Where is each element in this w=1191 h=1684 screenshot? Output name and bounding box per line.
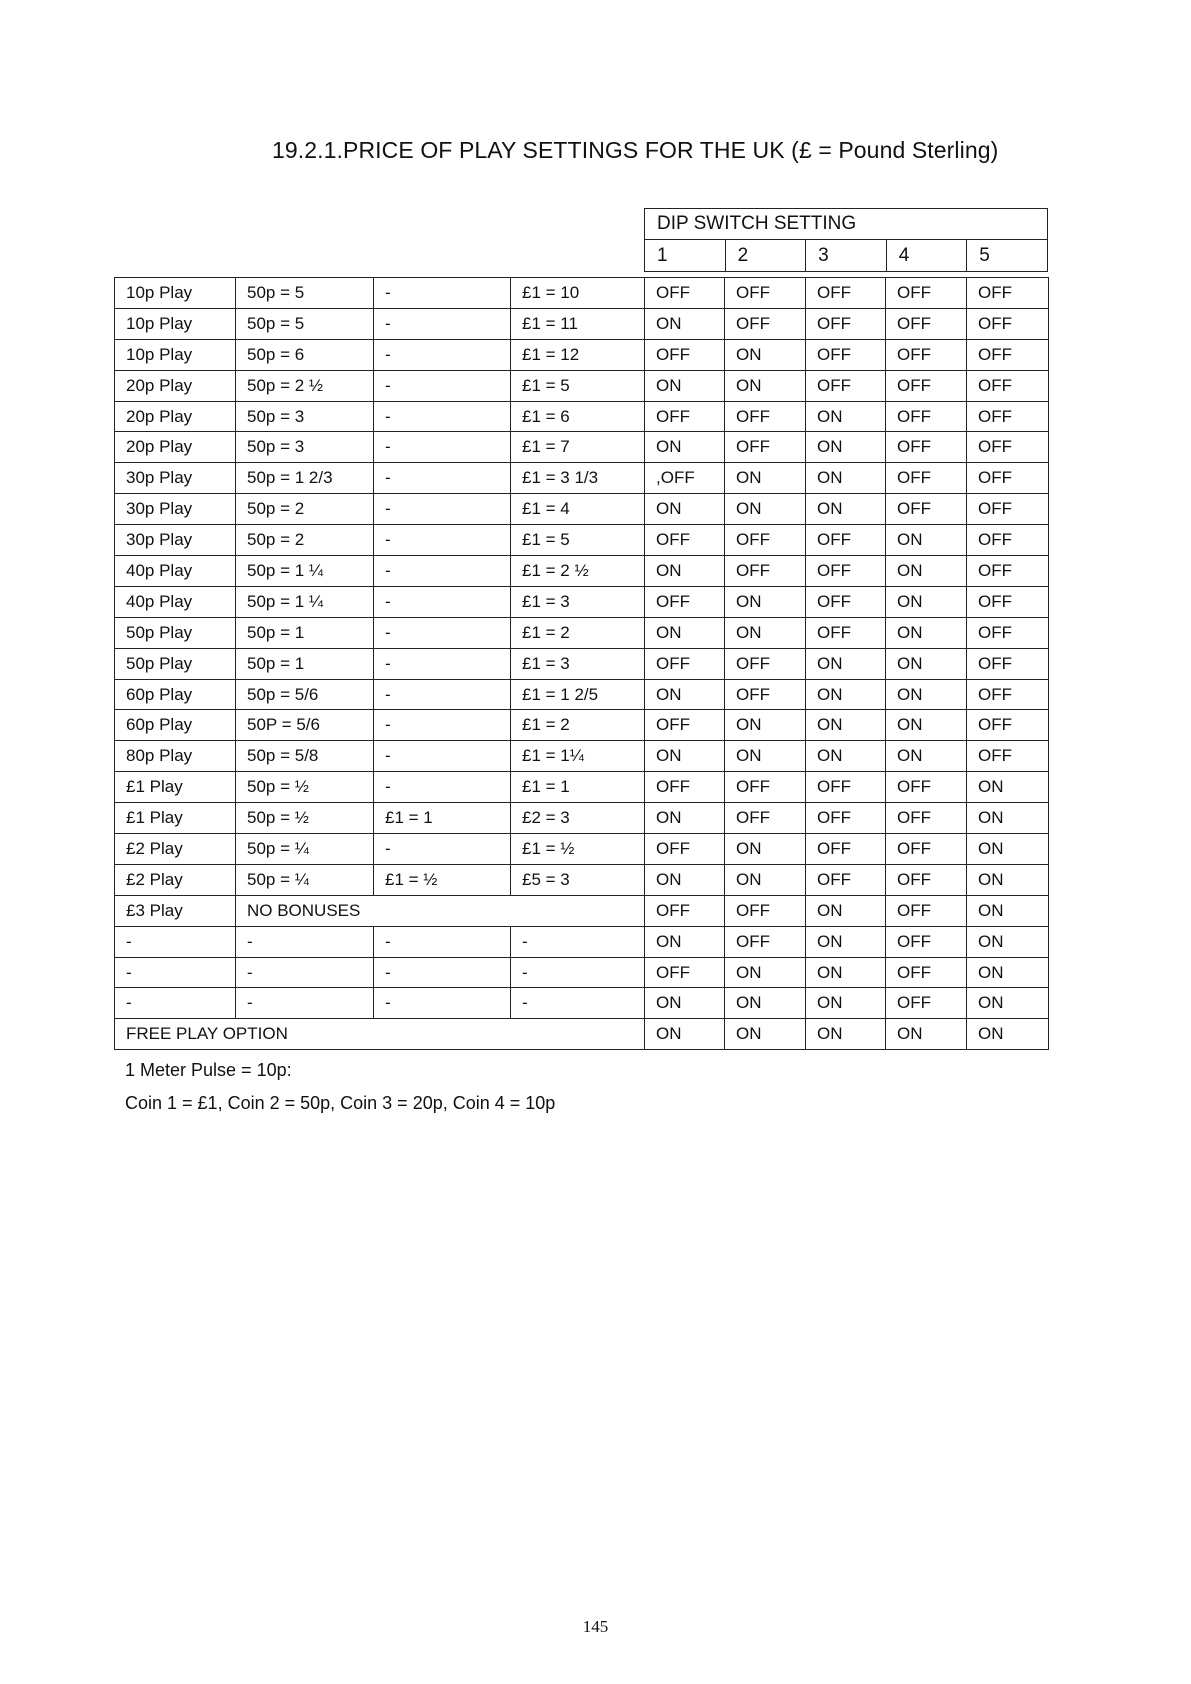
- switch-1-cell: OFF: [645, 895, 725, 926]
- switch-3-cell: ON: [806, 679, 886, 710]
- switch-2-cell: OFF: [725, 556, 806, 587]
- play-price-cell: 30p Play: [115, 525, 236, 556]
- switch-1-cell: OFF: [645, 957, 725, 988]
- dip-switch-header: [644, 208, 1048, 272]
- fifty-pence-rate-cell: 50p = ¼: [236, 864, 374, 895]
- fifty-pence-rate-cell: 50p = 5/8: [236, 741, 374, 772]
- switch-5-cell: ON: [967, 957, 1049, 988]
- switch-5-cell: OFF: [967, 648, 1049, 679]
- switch-5-cell: OFF: [967, 370, 1049, 401]
- fifty-pence-rate-cell: 50p = 2: [236, 494, 374, 525]
- play-price-cell: 30p Play: [115, 494, 236, 525]
- extra-bonus-cell: -: [374, 710, 511, 741]
- switch-4-cell: OFF: [886, 370, 967, 401]
- switch-2-cell: ON: [725, 463, 806, 494]
- switch-5-cell: OFF: [967, 308, 1049, 339]
- fifty-pence-rate-cell: 50p = ½: [236, 772, 374, 803]
- table-row: [115, 772, 1049, 803]
- play-price-cell: -: [115, 926, 236, 957]
- fifty-pence-rate-cell: 50p = 1: [236, 648, 374, 679]
- extra-bonus-cell: -: [374, 432, 511, 463]
- switch-3-cell: OFF: [806, 525, 886, 556]
- switch-4-cell: OFF: [886, 834, 967, 865]
- switch-3-cell: OFF: [806, 339, 886, 370]
- switch-2-cell: ON: [725, 494, 806, 525]
- extra-bonus-cell: -: [374, 308, 511, 339]
- switch-2-cell: OFF: [725, 895, 806, 926]
- switch-1-cell: OFF: [645, 339, 725, 370]
- switch-3-cell: ON: [806, 895, 886, 926]
- switch-number: 3: [806, 240, 887, 272]
- switch-1-cell: OFF: [645, 278, 725, 309]
- extra-bonus-cell: -: [374, 834, 511, 865]
- switch-1-cell: ,OFF: [645, 463, 725, 494]
- switch-4-cell: OFF: [886, 864, 967, 895]
- switch-3-cell: OFF: [806, 278, 886, 309]
- switch-3-cell: ON: [806, 988, 886, 1019]
- switch-2-cell: OFF: [725, 432, 806, 463]
- table-row: [115, 648, 1049, 679]
- switch-3-cell: OFF: [806, 556, 886, 587]
- pound-rate-cell: £1 = 1: [511, 772, 645, 803]
- switch-2-cell: OFF: [725, 278, 806, 309]
- play-price-cell: -: [115, 957, 236, 988]
- switch-1-cell: ON: [645, 494, 725, 525]
- switch-3-cell: ON: [806, 1019, 886, 1050]
- extra-bonus-cell: £1 = ½: [374, 864, 511, 895]
- switch-5-cell: OFF: [967, 401, 1049, 432]
- switch-2-cell: ON: [725, 957, 806, 988]
- switch-5-cell: ON: [967, 895, 1049, 926]
- extra-bonus-cell: -: [374, 741, 511, 772]
- switch-1-cell: ON: [645, 1019, 725, 1050]
- switch-1-cell: ON: [645, 308, 725, 339]
- switch-4-cell: ON: [886, 525, 967, 556]
- fifty-pence-rate-cell: 50p = 5/6: [236, 679, 374, 710]
- play-price-cell: £1 Play: [115, 772, 236, 803]
- switch-4-cell: ON: [886, 1019, 967, 1050]
- switch-3-cell: ON: [806, 957, 886, 988]
- switch-2-cell: ON: [725, 710, 806, 741]
- extra-bonus-cell: -: [374, 957, 511, 988]
- switch-4-cell: OFF: [886, 401, 967, 432]
- table-row: [115, 586, 1049, 617]
- fifty-pence-rate-cell: -: [236, 988, 374, 1019]
- switch-3-cell: ON: [806, 494, 886, 525]
- switch-2-cell: OFF: [725, 525, 806, 556]
- extra-bonus-cell: -: [374, 679, 511, 710]
- switch-4-cell: OFF: [886, 895, 967, 926]
- switch-number: 5: [967, 240, 1048, 272]
- play-price-cell: 30p Play: [115, 463, 236, 494]
- meter-pulse-note: 1 Meter Pulse = 10p:: [125, 1060, 292, 1080]
- pound-rate-cell: £1 = 4: [511, 494, 645, 525]
- fifty-pence-rate-cell: 50p = 1: [236, 617, 374, 648]
- switch-4-cell: OFF: [886, 926, 967, 957]
- table-row: [115, 308, 1049, 339]
- switch-2-cell: ON: [725, 339, 806, 370]
- pound-rate-cell: £1 = 3 1/3: [511, 463, 645, 494]
- switch-number: 1: [645, 240, 726, 272]
- switch-1-cell: ON: [645, 556, 725, 587]
- play-price-cell: 10p Play: [115, 278, 236, 309]
- switch-1-cell: OFF: [645, 834, 725, 865]
- switch-4-cell: OFF: [886, 957, 967, 988]
- fifty-pence-rate-cell: 50P = 5/6: [236, 710, 374, 741]
- switch-5-cell: OFF: [967, 556, 1049, 587]
- switch-5-cell: ON: [967, 834, 1049, 865]
- switch-5-cell: ON: [967, 1019, 1049, 1050]
- switch-2-cell: ON: [725, 741, 806, 772]
- extra-bonus-cell: -: [374, 525, 511, 556]
- play-price-cell: 10p Play: [115, 339, 236, 370]
- fifty-pence-rate-cell: 50p = 2: [236, 525, 374, 556]
- no-bonuses-row: [115, 895, 1049, 926]
- switch-4-cell: OFF: [886, 988, 967, 1019]
- switch-2-cell: OFF: [725, 772, 806, 803]
- table-row: [115, 370, 1049, 401]
- play-price-cell: 60p Play: [115, 679, 236, 710]
- switch-3-cell: ON: [806, 741, 886, 772]
- switch-5-cell: OFF: [967, 339, 1049, 370]
- table-row: [115, 988, 1049, 1019]
- coin-values-note: Coin 1 = £1, Coin 2 = 50p, Coin 3 = 20p, Coin 4 = 10p: [125, 1093, 556, 1113]
- table-row: [115, 278, 1049, 309]
- switch-1-cell: ON: [645, 803, 725, 834]
- switch-3-cell: ON: [806, 648, 886, 679]
- free-play-row: [115, 1019, 1049, 1050]
- switch-4-cell: OFF: [886, 339, 967, 370]
- switch-2-cell: OFF: [725, 803, 806, 834]
- pound-rate-cell: £1 = 1 2/5: [511, 679, 645, 710]
- pound-rate-cell: £1 = 11: [511, 308, 645, 339]
- switch-3-cell: ON: [806, 463, 886, 494]
- switch-2-cell: ON: [725, 617, 806, 648]
- extra-bonus-cell: -: [374, 401, 511, 432]
- extra-bonus-cell: -: [374, 648, 511, 679]
- pound-rate-cell: £1 = 2: [511, 617, 645, 648]
- switch-3-cell: OFF: [806, 308, 886, 339]
- switch-4-cell: OFF: [886, 432, 967, 463]
- fifty-pence-rate-cell: 50p = 6: [236, 339, 374, 370]
- switch-5-cell: OFF: [967, 710, 1049, 741]
- switch-3-cell: OFF: [806, 772, 886, 803]
- extra-bonus-cell: -: [374, 463, 511, 494]
- switch-4-cell: ON: [886, 679, 967, 710]
- switch-5-cell: OFF: [967, 525, 1049, 556]
- table-row: [115, 926, 1049, 957]
- extra-bonus-cell: -: [374, 339, 511, 370]
- fifty-pence-rate-cell: 50p = 3: [236, 432, 374, 463]
- switch-5-cell: OFF: [967, 278, 1049, 309]
- switch-4-cell: ON: [886, 741, 967, 772]
- table-row: [115, 525, 1049, 556]
- switch-5-cell: OFF: [967, 463, 1049, 494]
- switch-1-cell: OFF: [645, 710, 725, 741]
- pound-rate-cell: £1 = 7: [511, 432, 645, 463]
- table-row: [115, 957, 1049, 988]
- switch-1-cell: ON: [645, 370, 725, 401]
- play-price-cell: 40p Play: [115, 586, 236, 617]
- pound-rate-cell: £1 = 12: [511, 339, 645, 370]
- fifty-pence-rate-cell: 50p = ¼: [236, 834, 374, 865]
- fifty-pence-rate-cell: 50p = 1 ¼: [236, 556, 374, 587]
- fifty-pence-rate-cell: -: [236, 926, 374, 957]
- table-row: [115, 679, 1049, 710]
- switch-3-cell: OFF: [806, 864, 886, 895]
- switch-3-cell: ON: [806, 710, 886, 741]
- switch-3-cell: ON: [806, 432, 886, 463]
- switch-5-cell: ON: [967, 772, 1049, 803]
- switch-1-cell: ON: [645, 926, 725, 957]
- play-price-cell: -: [115, 988, 236, 1019]
- extra-bonus-cell: -: [374, 494, 511, 525]
- pound-rate-cell: £5 = 3: [511, 864, 645, 895]
- page-title: 19.2.1.PRICE OF PLAY SETTINGS FOR THE UK (£ = Pound Sterling): [272, 137, 999, 163]
- pound-rate-cell: £1 = 5: [511, 370, 645, 401]
- switch-1-cell: ON: [645, 679, 725, 710]
- switch-5-cell: ON: [967, 803, 1049, 834]
- extra-bonus-cell: -: [374, 988, 511, 1019]
- table-row: [115, 864, 1049, 895]
- pound-rate-cell: £1 = 1¼: [511, 741, 645, 772]
- switch-4-cell: ON: [886, 648, 967, 679]
- switch-5-cell: OFF: [967, 679, 1049, 710]
- table-row: [115, 834, 1049, 865]
- switch-2-cell: ON: [725, 988, 806, 1019]
- pound-rate-cell: £1 = 6: [511, 401, 645, 432]
- pound-rate-cell: -: [511, 957, 645, 988]
- play-price-cell: 40p Play: [115, 556, 236, 587]
- switch-4-cell: ON: [886, 586, 967, 617]
- switch-5-cell: ON: [967, 864, 1049, 895]
- switch-3-cell: ON: [806, 926, 886, 957]
- fifty-pence-rate-cell: 50p = 1 2/3: [236, 463, 374, 494]
- switch-3-cell: OFF: [806, 834, 886, 865]
- switch-4-cell: OFF: [886, 803, 967, 834]
- switch-2-cell: ON: [725, 586, 806, 617]
- switch-1-cell: OFF: [645, 401, 725, 432]
- play-price-cell: 50p Play: [115, 617, 236, 648]
- switch-2-cell: OFF: [725, 648, 806, 679]
- fifty-pence-rate-cell: 50p = 3: [236, 401, 374, 432]
- no-bonuses-cell: NO BONUSES: [236, 895, 645, 926]
- switch-2-cell: ON: [725, 370, 806, 401]
- play-price-cell: £2 Play: [115, 864, 236, 895]
- switch-2-cell: ON: [725, 864, 806, 895]
- switch-2-cell: OFF: [725, 926, 806, 957]
- play-price-cell: £2 Play: [115, 834, 236, 865]
- extra-bonus-cell: -: [374, 586, 511, 617]
- switch-1-cell: ON: [645, 988, 725, 1019]
- play-price-cell: 20p Play: [115, 370, 236, 401]
- switch-4-cell: ON: [886, 710, 967, 741]
- switch-5-cell: OFF: [967, 432, 1049, 463]
- play-price-cell: £3 Play: [115, 895, 236, 926]
- switch-2-cell: OFF: [725, 679, 806, 710]
- fifty-pence-rate-cell: 50p = 5: [236, 278, 374, 309]
- switch-4-cell: OFF: [886, 494, 967, 525]
- switch-3-cell: ON: [806, 401, 886, 432]
- switch-1-cell: OFF: [645, 586, 725, 617]
- switch-1-cell: ON: [645, 864, 725, 895]
- switch-3-cell: OFF: [806, 586, 886, 617]
- switch-1-cell: OFF: [645, 772, 725, 803]
- switch-3-cell: OFF: [806, 803, 886, 834]
- play-price-cell: 80p Play: [115, 741, 236, 772]
- switch-1-cell: ON: [645, 617, 725, 648]
- fifty-pence-rate-cell: 50p = 1 ¼: [236, 586, 374, 617]
- switch-1-cell: ON: [645, 741, 725, 772]
- price-of-play-table: [114, 277, 1049, 1050]
- switch-number: 4: [886, 240, 967, 272]
- switch-1-cell: OFF: [645, 525, 725, 556]
- switch-3-cell: OFF: [806, 617, 886, 648]
- table-row: [115, 401, 1049, 432]
- table-row: [115, 710, 1049, 741]
- switch-5-cell: ON: [967, 988, 1049, 1019]
- switch-4-cell: ON: [886, 556, 967, 587]
- pound-rate-cell: -: [511, 926, 645, 957]
- pound-rate-cell: £1 = ½: [511, 834, 645, 865]
- extra-bonus-cell: £1 = 1: [374, 803, 511, 834]
- switch-4-cell: OFF: [886, 772, 967, 803]
- switch-5-cell: OFF: [967, 494, 1049, 525]
- switch-5-cell: OFF: [967, 586, 1049, 617]
- play-price-cell: 20p Play: [115, 432, 236, 463]
- table-row: [115, 432, 1049, 463]
- table-row: [115, 556, 1049, 587]
- play-price-cell: 20p Play: [115, 401, 236, 432]
- extra-bonus-cell: -: [374, 772, 511, 803]
- switch-5-cell: OFF: [967, 741, 1049, 772]
- switch-number-row: [645, 240, 1048, 272]
- table-row: [115, 803, 1049, 834]
- free-play-option-cell: FREE PLAY OPTION: [115, 1019, 645, 1050]
- switch-number: 2: [725, 240, 806, 272]
- pound-rate-cell: £1 = 10: [511, 278, 645, 309]
- fifty-pence-rate-cell: -: [236, 957, 374, 988]
- pound-rate-cell: £1 = 3: [511, 648, 645, 679]
- switch-2-cell: ON: [725, 1019, 806, 1050]
- table-row: [115, 741, 1049, 772]
- pound-rate-cell: £1 = 2: [511, 710, 645, 741]
- play-price-cell: £1 Play: [115, 803, 236, 834]
- switch-2-cell: OFF: [725, 401, 806, 432]
- play-price-cell: 10p Play: [115, 308, 236, 339]
- switch-1-cell: OFF: [645, 648, 725, 679]
- extra-bonus-cell: -: [374, 926, 511, 957]
- extra-bonus-cell: -: [374, 370, 511, 401]
- extra-bonus-cell: -: [374, 278, 511, 309]
- switch-5-cell: ON: [967, 926, 1049, 957]
- switch-4-cell: OFF: [886, 463, 967, 494]
- switch-2-cell: ON: [725, 834, 806, 865]
- switch-4-cell: OFF: [886, 308, 967, 339]
- pound-rate-cell: £1 = 2 ½: [511, 556, 645, 587]
- table-row: [115, 617, 1049, 648]
- page-number: 145: [582, 1617, 609, 1636]
- fifty-pence-rate-cell: 50p = ½: [236, 803, 374, 834]
- switch-2-cell: OFF: [725, 308, 806, 339]
- pound-rate-cell: £1 = 5: [511, 525, 645, 556]
- fifty-pence-rate-cell: 50p = 5: [236, 308, 374, 339]
- switch-4-cell: ON: [886, 617, 967, 648]
- switch-1-cell: ON: [645, 432, 725, 463]
- extra-bonus-cell: -: [374, 617, 511, 648]
- pound-rate-cell: -: [511, 988, 645, 1019]
- play-price-cell: 60p Play: [115, 710, 236, 741]
- switch-4-cell: OFF: [886, 278, 967, 309]
- play-price-cell: 50p Play: [115, 648, 236, 679]
- switch-5-cell: OFF: [967, 617, 1049, 648]
- pound-rate-cell: £1 = 3: [511, 586, 645, 617]
- pound-rate-cell: £2 = 3: [511, 803, 645, 834]
- extra-bonus-cell: -: [374, 556, 511, 587]
- fifty-pence-rate-cell: 50p = 2 ½: [236, 370, 374, 401]
- table-row: [115, 339, 1049, 370]
- dip-switch-setting-label: DIP SWITCH SETTING: [645, 209, 1048, 240]
- table-row: [115, 494, 1049, 525]
- table-row: [115, 463, 1049, 494]
- switch-3-cell: OFF: [806, 370, 886, 401]
